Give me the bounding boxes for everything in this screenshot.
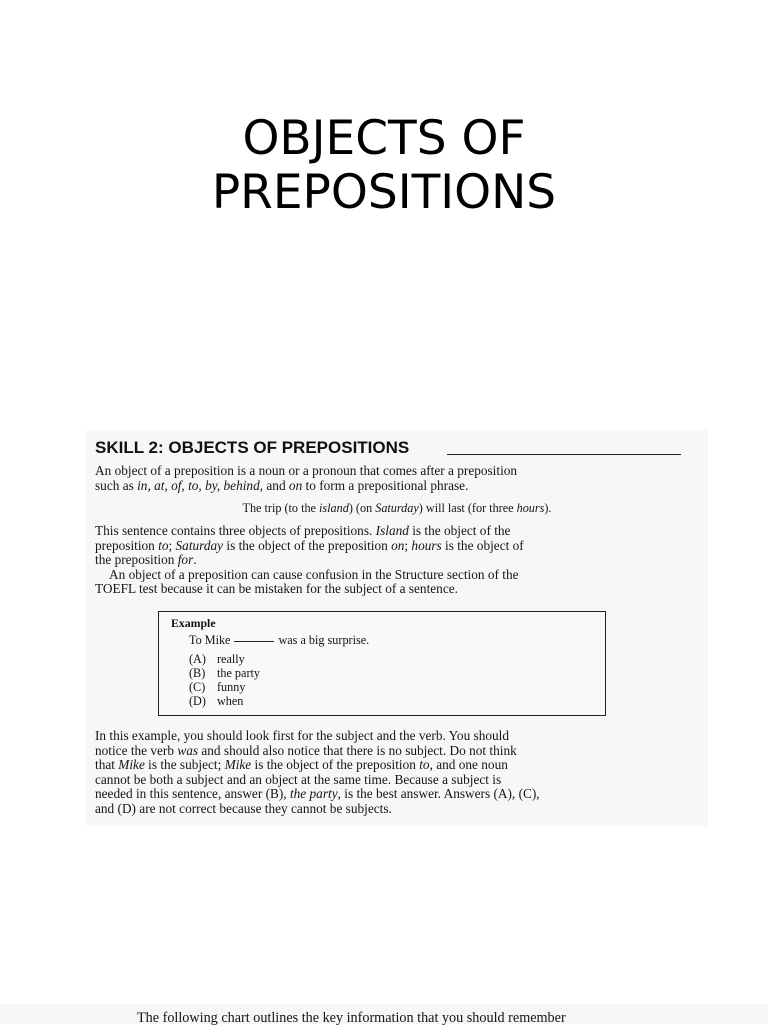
example-question: To Mike was a big surprise.: [189, 633, 370, 647]
example-box: [158, 611, 606, 716]
option-a: (A) really: [189, 652, 245, 666]
answer-line: needed in this sentence, answer (B), the party, is the best answer. Answers (A), (C),: [95, 786, 540, 802]
answer-line: that Mike is the subject; Mike is the object of the preposition to, and one noun: [95, 757, 508, 773]
explanation-line: preposition to; Saturday is the object of the preposition on; hours is the object of: [95, 537, 524, 553]
intro-paragraph: [95, 464, 681, 493]
skill-heading: [95, 438, 681, 460]
example-sentence: The trip (to the island) (on Saturday) will last (for three hours).: [242, 501, 552, 515]
heading-rule: [447, 454, 681, 455]
option-c: (C) funny: [189, 680, 246, 694]
confusion-line-2: TOEFL test because it can be mistaken for the subject of a sentence.: [95, 581, 458, 597]
answer-line: In this example, you should look first for the subject and the verb. You should: [95, 728, 510, 743]
answer-blank: [234, 641, 274, 642]
answer-paragraph: [95, 729, 681, 817]
skill-heading-text: SKILL 2: OBJECTS OF PREPOSITIONS: [95, 438, 410, 457]
intro-line-1: An object of a preposition is a noun or a pronoun that comes after a preposition: [95, 463, 518, 478]
scanned-textbook-page: [86, 430, 708, 826]
footer-text: The following chart outlines the key information that you should remember: [137, 1010, 566, 1026]
answer-line: cannot be both a subject and an object at the same time. Because a subject is: [95, 771, 502, 787]
example-label: Example: [171, 616, 216, 630]
answer-line: and (D) are not correct because they cannot be subjects.: [95, 800, 392, 816]
option-d: (D) when: [189, 694, 244, 708]
explanation-line: the preposition for.: [95, 552, 197, 568]
option-b: (B) the party: [189, 666, 260, 680]
explanation-line: This sentence contains three objects of prepositions. Island is the object of the: [95, 523, 511, 538]
slide-title-line-1: OBJECTS OF: [242, 111, 526, 166]
answer-line: notice the verb was and should also notice that there is no subject. Do not think: [95, 742, 517, 758]
intro-line-2: such as in, at, of, to, by, behind, and on to form a prepositional phrase.: [95, 477, 469, 493]
confusion-line-1: An object of a preposition can cause confusion in the Structure section of the: [109, 566, 519, 582]
explanation-paragraph: [95, 524, 681, 597]
footer-scan-strip: [0, 1004, 768, 1024]
slide-title: [0, 112, 768, 220]
slide-title-line-2: PREPOSITIONS: [211, 165, 557, 220]
